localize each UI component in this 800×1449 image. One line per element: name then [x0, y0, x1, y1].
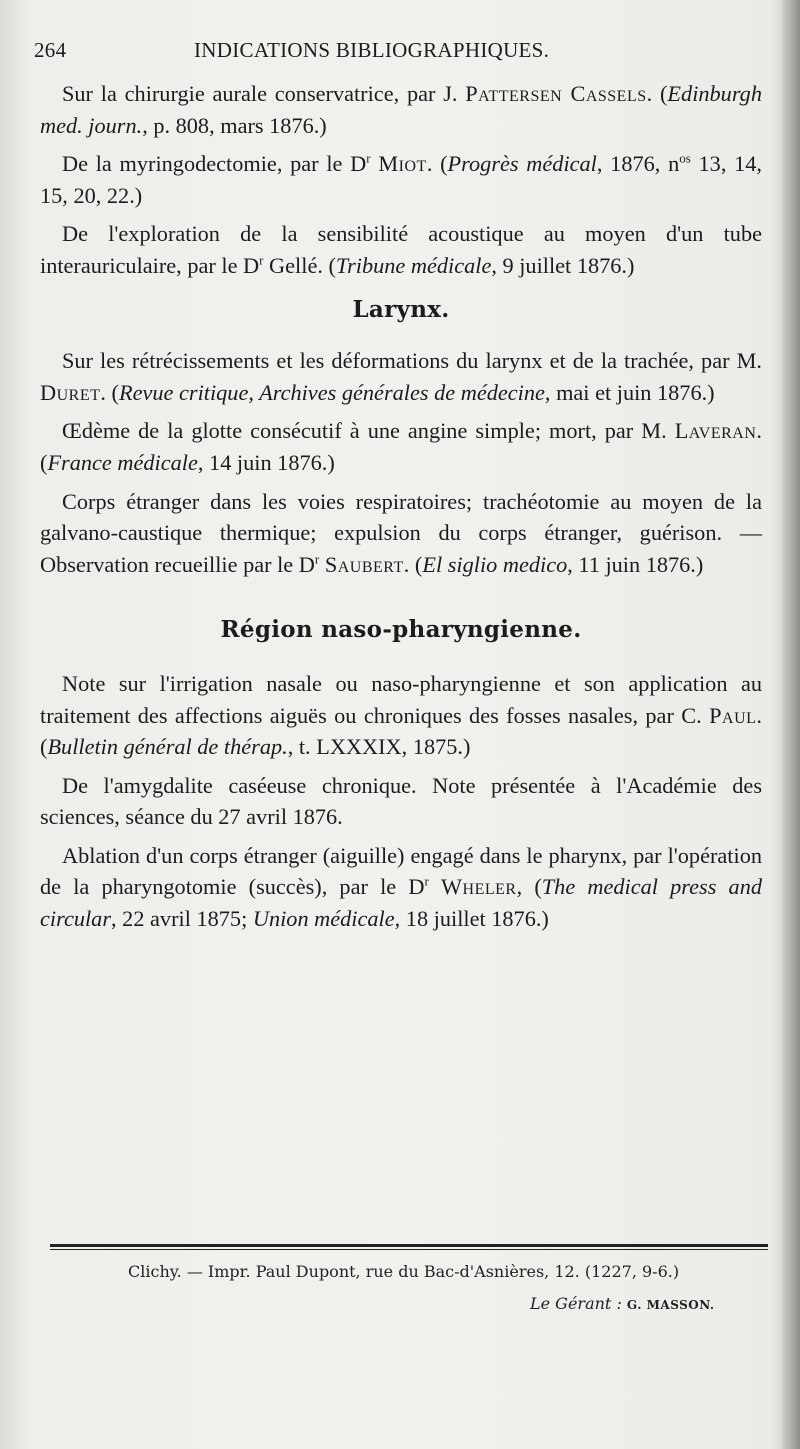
bibliography-entry [40, 415, 762, 478]
entry-text: , 18 juillet 1876.) [394, 906, 549, 932]
footer-rule [50, 1244, 768, 1247]
entry-text: , 9 juillet 1876.) [491, 252, 635, 278]
journal-title: Tribune médicale [335, 252, 492, 278]
entry-text: Ablation d'un corps étranger (aiguille) engagé dans le pharynx, par l'opération de la pharyngotomie (succès), par le D [40, 842, 762, 900]
entry-text: , mai et juin 1876.) [544, 379, 715, 405]
entry-text: , 1876, n [596, 151, 680, 177]
bibliography-entry [40, 345, 762, 408]
gerant-line [530, 1294, 715, 1313]
entry-text: . ( [100, 379, 119, 405]
entry-text: , 22 avril 1875; [111, 906, 253, 932]
journal-title: France médicale [47, 449, 198, 475]
section-heading-region: Région naso-pharyngienne. [220, 616, 582, 644]
bibliography-entry [40, 218, 762, 281]
bibliography-entry [40, 668, 762, 763]
section-heading-larynx: Larynx. [352, 295, 450, 323]
page-number: 264 [34, 38, 67, 62]
superscript: r [424, 874, 429, 890]
entry-text: . ( [40, 418, 762, 475]
entry-text [429, 874, 441, 899]
journal-title: Union médicale [252, 906, 395, 932]
superscript: r [259, 252, 264, 268]
entry-text: De l'exploration de la sensibilité acoustique au moyen d'un tube interauriculaire, par le D [40, 221, 762, 278]
author-name: Pattersen Cassels [465, 81, 647, 106]
superscript: r [366, 150, 371, 166]
journal-title: El siglio medico [422, 551, 568, 577]
entry-text: 13, 14, 15, 20, 22.) [40, 151, 762, 208]
entry-text: Corps étranger dans les voies respiratoires; trachéotomie au moyen de la galvano-caustique thermique; expulsion du corps étranger, guérison. — Observation recueillie par le D [40, 488, 762, 577]
bibliography-entry [40, 148, 762, 211]
bibliography-entry [40, 486, 762, 581]
entry-text: , ( [516, 874, 542, 900]
author-name: Duret [40, 379, 101, 405]
author-name: Laveran [674, 418, 757, 444]
entries-larynx [40, 345, 762, 580]
entry-text: . ( [403, 551, 423, 577]
running-header [34, 38, 774, 68]
author-name: Miot [378, 151, 427, 177]
entries-top [40, 78, 762, 282]
journal-title: The medical press and circular [40, 874, 763, 932]
entry-text: . ( [426, 151, 448, 177]
running-title: INDICATIONS BIBLIOGRAPHIQUES. [194, 38, 550, 62]
entry-text: , 11 juin 1876.) [567, 551, 704, 577]
entry-text: Sur la chirurgie aurale conservatrice, par J. [62, 81, 466, 106]
author-name: Paul [709, 702, 757, 728]
gerant-label: Le Gérant : [530, 1294, 622, 1313]
gerant-name: G. MASSON. [626, 1298, 715, 1312]
journal-title: Revue critique, Archives générales de médecine [118, 379, 545, 405]
author-name: Wheler [440, 874, 517, 900]
superscript: r [314, 551, 320, 567]
journal-title: Bulletin général de thérap. [47, 734, 288, 760]
entry-text: Œdème de la glotte consécutif à une angine simple; mort, par M. [62, 418, 675, 444]
page-body [40, 78, 762, 942]
footer-rule-thin [50, 1249, 768, 1250]
page-edge-shadow [782, 0, 800, 1449]
entries-region [40, 668, 762, 935]
entry-text: , p. 808, mars 1876.) [142, 112, 327, 138]
author-name: Saubert [324, 551, 404, 577]
superscript: os [679, 150, 691, 166]
entry-text: Note sur l'irrigation nasale ou naso-pharyngienne et son application au traitement des affections aiguës ou chroniques des fosses nasales, par C. [40, 670, 762, 728]
journal-title: Edinburgh med. journ. [40, 81, 762, 138]
entry-text: Sur les rétrécissements et les déformations du larynx et de la trachée, par M. [62, 348, 762, 374]
entry-text: Gellé. ( [263, 252, 336, 278]
entry-text: . ( [40, 702, 762, 760]
bibliography-entry [40, 78, 762, 141]
entry-text: De la myringodectomie, par le D [62, 151, 367, 177]
journal-title: Progrès médical [447, 151, 597, 177]
imprint-line: Clichy. — Impr. Paul Dupont, rue du Bac-d'Asnières, 12. (1227, 9-6.) [128, 1262, 680, 1281]
entry-text: , t. LXXXIX, 1875.) [287, 734, 471, 760]
bibliography-entry [40, 770, 762, 833]
entry-text: . ( [646, 81, 668, 106]
entry-text: , 14 juin 1876.) [197, 449, 335, 475]
bibliography-entry [40, 840, 762, 935]
entry-text: De l'amygdalite caséeuse chronique. Note présentée à l'Académie des sciences, séance du 27 avril 1876. [40, 772, 762, 830]
